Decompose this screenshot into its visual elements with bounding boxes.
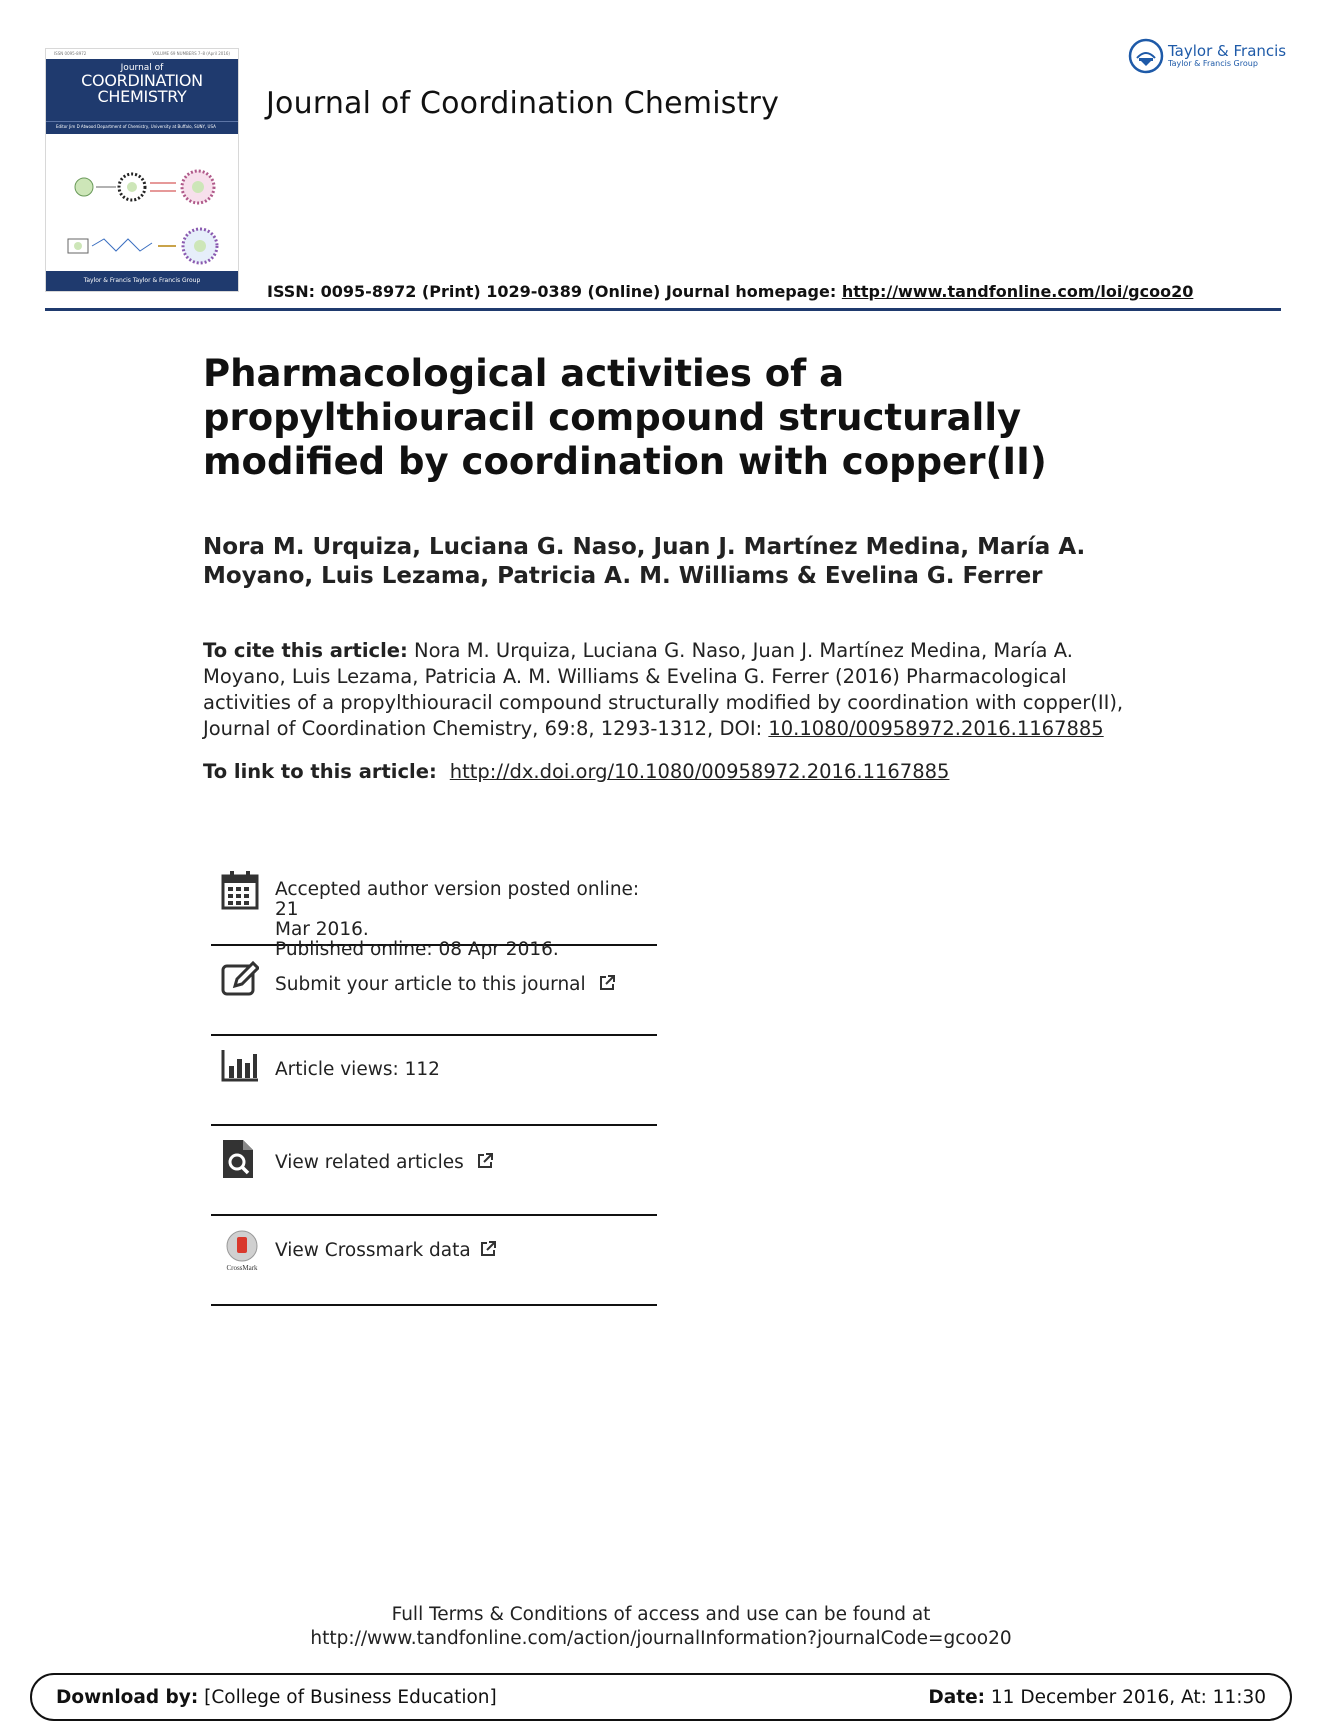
edit-icon	[221, 958, 259, 1000]
cover-name-line1: COORDINATION	[81, 71, 203, 90]
download-footer	[30, 1673, 1292, 1721]
download-info	[56, 1687, 497, 1708]
cover-publisher-band	[46, 271, 238, 291]
download-value: [College of Business Education]	[198, 1686, 497, 1708]
cover-title-band	[46, 59, 238, 121]
journal-cover	[45, 48, 239, 292]
info-item-submit[interactable]	[211, 946, 657, 1036]
issn-text: ISSN: 0095-8972 (Print) 1029-0389 (Online) Journal homepage:	[267, 282, 842, 301]
cite-text: Nora M. Urquiza, Luciana G. Naso, Juan J. Martínez Medina, María A. Moyano, Luis Lezama, Patricia A. M. Williams & Evelina G. Ferrer (2016) Pharmacological activities of a propylthiouracil compound structurally modified by coordination with copper(II), Journal of Coordination Chemistry, 69:8, 1293-1312, DOI:	[203, 639, 1124, 740]
accepted-line1: Accepted author version posted online: 21	[275, 879, 640, 920]
search-document-icon	[221, 1138, 259, 1180]
bar-chart-icon	[221, 1046, 259, 1088]
article-authors: Nora M. Urquiza, Luciana G. Naso, Juan J. Martínez Medina, María A. Moyano, Luis Lezama, Patricia A. M. Williams & Evelina G. Ferrer	[203, 534, 1086, 589]
related-label: View related articles	[275, 1152, 464, 1173]
info-item-dates	[211, 866, 657, 960]
doi-link[interactable]: 10.1080/00958972.2016.1167885	[768, 717, 1104, 740]
issn-line	[267, 282, 1193, 301]
article-title: Pharmacological activities of a propylthiouracil compound structurally modified by coordination with copper(II)	[203, 352, 1047, 483]
terms-line1: Full Terms & Conditions of access and use can be found at	[391, 1604, 931, 1625]
cover-volume: VOLUME 69 NUMBERS 7–8 (April 2016)	[152, 51, 230, 56]
cover-editor-label: Editor	[56, 124, 68, 129]
terms-url[interactable]: http://www.tandfonline.com/action/journalInformation?journalCode=gcoo20	[310, 1628, 1012, 1649]
calendar-icon	[221, 870, 259, 912]
crossmark-logo-text: CrossMark	[226, 1264, 258, 1272]
article-link-line	[203, 760, 949, 783]
cover-publisher-group: Taylor & Francis Group	[132, 277, 201, 284]
info-item-views	[211, 1036, 657, 1126]
submit-link[interactable]	[275, 974, 616, 995]
taylor-francis-icon	[1128, 38, 1164, 74]
publisher-logo[interactable]	[1128, 38, 1286, 74]
link-label: To link to this article:	[203, 760, 444, 783]
related-link[interactable]	[275, 1152, 494, 1173]
info-item-crossmark[interactable]	[211, 1216, 657, 1306]
cover-editor-band	[46, 121, 238, 134]
date-info	[928, 1687, 1266, 1708]
external-link-icon	[598, 974, 616, 992]
download-label: Download by:	[56, 1686, 199, 1708]
publisher-name: Taylor & Francis	[1168, 42, 1287, 60]
cover-publisher: Taylor & Francis	[83, 277, 131, 284]
published-line: Published online: 08 Apr 2016.	[275, 939, 559, 960]
header-divider	[45, 308, 1281, 311]
cover-name-line2: CHEMISTRY	[97, 87, 187, 106]
date-label: Date:	[928, 1686, 986, 1708]
crossmark-link[interactable]	[275, 1240, 497, 1261]
publisher-group: Taylor & Francis Group	[1168, 59, 1258, 68]
crossmark-icon	[223, 1230, 261, 1272]
terms-notice	[0, 1603, 1322, 1651]
cover-journal-of: Journal of	[120, 63, 164, 73]
cite-label: To cite this article:	[203, 639, 408, 662]
cover-issn: ISSN 0095-8972	[54, 51, 87, 56]
date-value: 11 December 2016, At: 11:30	[985, 1686, 1266, 1708]
submit-label: Submit your article to this journal	[275, 974, 586, 995]
external-link-icon	[476, 1152, 494, 1170]
accepted-line2: Mar 2016.	[275, 919, 369, 940]
external-link-icon	[479, 1240, 497, 1258]
journal-homepage-link[interactable]: http://www.tandfonline.com/loi/gcoo20	[841, 282, 1194, 301]
crossmark-label: View Crossmark data	[275, 1240, 471, 1261]
journal-title: Journal of Coordination Chemistry	[266, 86, 780, 121]
article-url-link[interactable]: http://dx.doi.org/10.1080/00958972.2016.1167885	[449, 760, 950, 783]
views-text: Article views: 112	[275, 1059, 440, 1080]
cover-editor: Jim D Atwood Department of Chemistry, University at Buffalo, SUNY, USA	[69, 124, 216, 129]
citation-block	[203, 638, 1143, 742]
cover-top-line	[46, 49, 238, 57]
info-item-related[interactable]	[211, 1126, 657, 1216]
